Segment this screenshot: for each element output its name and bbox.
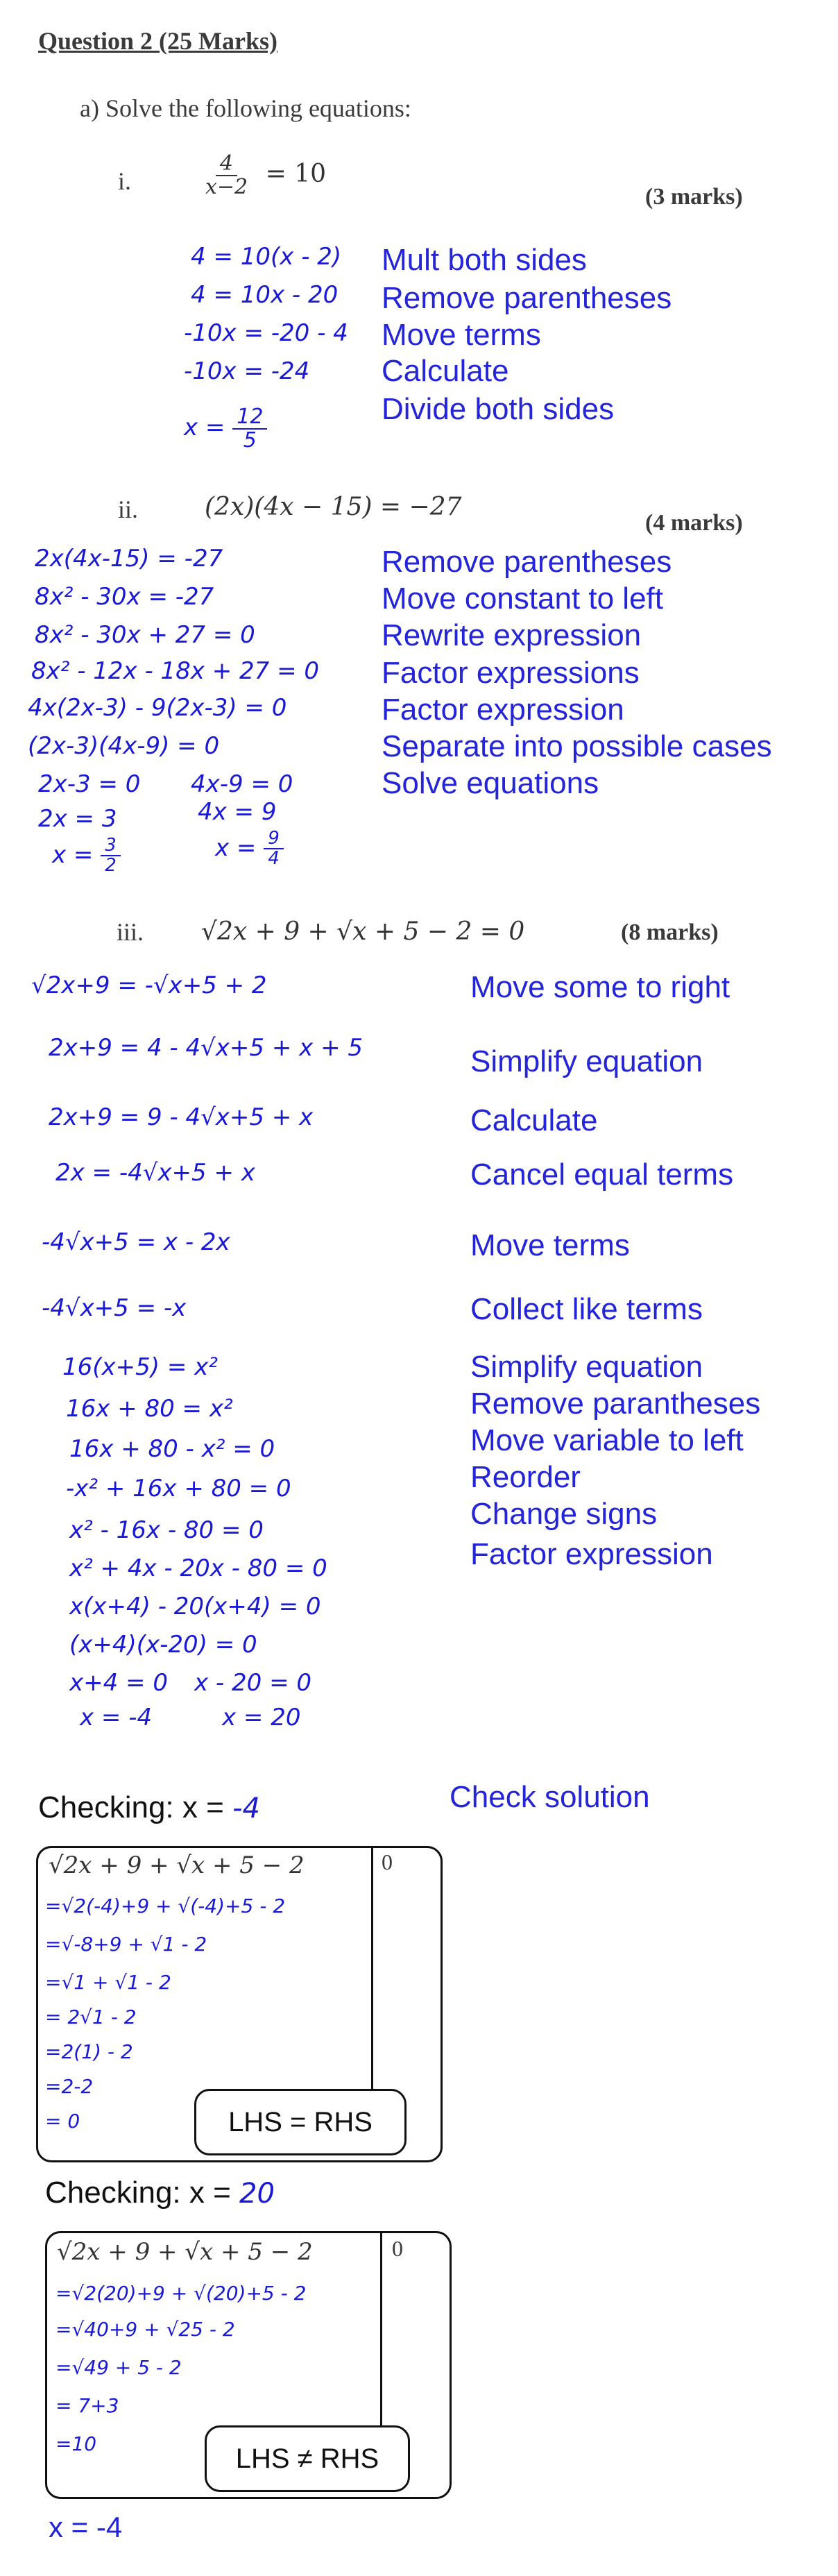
check1-result: LHS = RHS — [194, 2089, 407, 2155]
part-iii-label2-4: Reorder — [470, 1460, 581, 1494]
part-iii-work-1: √2x+9 = -√x+5 + 2 — [31, 972, 267, 999]
check1-value: -4 — [232, 1793, 260, 1824]
check1-label: Check solution — [450, 1780, 650, 1814]
check1-rhs: 0 — [382, 1849, 393, 1874]
check2-line-1: =√2(20)+9 + √(20)+5 - 2 — [55, 2282, 307, 2305]
part-i-eq-den: x−2 — [205, 174, 248, 199]
part-iii-root-a2: x = -4 — [80, 1704, 153, 1731]
part-iii-label2-2: Remove parantheses — [470, 1387, 761, 1421]
part-i-work-4: -10x = -24 — [184, 357, 310, 385]
part-iii-work2-8: (x+4)(x-20) = 0 — [69, 1631, 257, 1659]
check1-line-1: =√2(-4)+9 + √(-4)+5 - 2 — [45, 1895, 286, 1917]
part-iii-label2-1: Simplify equation — [470, 1350, 703, 1384]
part-i-work-1: 4 = 10(x - 2) — [191, 243, 342, 271]
check2-expr: √2x + 9 + √x + 5 − 2 — [57, 2238, 313, 2266]
part-ii-case2-num: 9 — [264, 829, 284, 849]
part-ii-case1-3 — [52, 836, 121, 876]
part-iii-label-1: Move some to right — [470, 970, 730, 1004]
check1-prefix: Checking: x = — [38, 1790, 233, 1824]
part-ii-case2-1: 4x-9 = 0 — [191, 770, 293, 798]
part-iii-label2-5: Change signs — [470, 1497, 658, 1531]
check2-line-2: =√40+9 + √25 - 2 — [55, 2318, 235, 2341]
part-ii-case2-den: 4 — [268, 848, 280, 870]
part-ii-case1-num: 3 — [101, 836, 121, 856]
part-i-label-2: Remove parentheses — [382, 281, 672, 315]
part-ii-equation: (2x)(4x − 15) = −27 — [205, 493, 462, 521]
part-iii-root-a1: x+4 = 0 — [69, 1669, 168, 1697]
part-ii-case1-den: 2 — [105, 855, 117, 876]
final-answer: x = -4 — [49, 2511, 123, 2543]
part-iii-work2-3: 16x + 80 - x² = 0 — [69, 1435, 275, 1463]
part-iii-work-3: 2x+9 = 9 - 4√x+5 + x — [49, 1103, 314, 1131]
part-i-label-5: Divide both sides — [382, 392, 615, 426]
part-iii-label-3: Calculate — [470, 1103, 598, 1137]
part-ii-case1-2: 2x = 3 — [38, 805, 117, 833]
part-i-work-5-num: 12 — [232, 406, 267, 430]
part-iii-work-5: -4√x+5 = x - 2x — [42, 1228, 230, 1256]
check1-heading — [38, 1790, 260, 1825]
part-iii-label-6: Collect like terms — [470, 1292, 703, 1326]
part-i-work-3: -10x = -20 - 4 — [184, 319, 348, 347]
part-iii-work-6: -4√x+5 = -x — [42, 1294, 187, 1322]
check1-expr: √2x + 9 + √x + 5 − 2 — [49, 1852, 305, 1879]
part-i-work-5 — [184, 406, 267, 451]
part-ii-work-3: 8x² - 30x + 27 = 0 — [35, 621, 255, 649]
part-i-work-2: 4 = 10x - 20 — [191, 281, 339, 309]
check1-divider — [371, 1847, 373, 2097]
check2-divider — [380, 2232, 382, 2427]
part-i-eq-rhs: = 10 — [265, 159, 327, 188]
part-ii-label-2: Move constant to left — [382, 582, 663, 616]
check2-heading — [45, 2176, 275, 2210]
part-iii-work-2: 2x+9 = 4 - 4√x+5 + x + 5 — [49, 1034, 363, 1062]
part-i-label-3: Move terms — [382, 318, 541, 352]
part-ii-marks: (4 marks) — [645, 510, 743, 536]
check2-result: LHS ≠ RHS — [205, 2425, 410, 2492]
check1-line-3: =√1 + √1 - 2 — [45, 1971, 171, 1994]
check2-value: 20 — [239, 2178, 275, 2210]
part-ii-label-7: Solve equations — [382, 766, 599, 800]
part-iii-work-4: 2x = -4√x+5 + x — [55, 1159, 255, 1187]
part-ii-work-1: 2x(4x-15) = -27 — [35, 545, 223, 573]
part-iii-label-2: Simplify equation — [470, 1044, 703, 1078]
check1-line-7: = 0 — [45, 2110, 80, 2133]
check1-line-2: =√-8+9 + √1 - 2 — [45, 1933, 207, 1956]
check2-rhs: 0 — [392, 2236, 403, 2261]
part-a-heading: a) Solve the following equations: — [80, 94, 411, 122]
part-iii-label-4: Cancel equal terms — [470, 1158, 734, 1192]
part-ii-label-1: Remove parentheses — [382, 545, 672, 579]
part-iii-label2-3: Move variable to left — [470, 1423, 744, 1457]
part-ii-case2-3 — [215, 829, 284, 869]
part-ii-case2-prefix: x = — [215, 833, 257, 862]
part-i-numeral: i. — [118, 167, 132, 195]
part-i-label-1: Mult both sides — [382, 243, 587, 277]
check2-line-5: =10 — [55, 2432, 97, 2455]
part-ii-work-5: 4x(2x-3) - 9(2x-3) = 0 — [28, 694, 287, 722]
part-iii-work2-6: x² + 4x - 20x - 80 = 0 — [69, 1554, 327, 1582]
part-ii-work-2: 8x² - 30x = -27 — [35, 583, 214, 611]
part-ii-case1-prefix: x = — [52, 840, 94, 869]
part-ii-label-6: Separate into possible cases — [382, 729, 772, 763]
question-title: Question 2 (25 Marks) — [38, 27, 277, 55]
part-ii-case1-1: 2x-3 = 0 — [38, 770, 141, 798]
check2-line-4: = 7+3 — [55, 2394, 119, 2417]
part-ii-label-4: Factor expressions — [382, 656, 640, 690]
part-i-equation — [201, 153, 326, 198]
part-iii-work2-4: -x² + 16x + 80 = 0 — [66, 1475, 291, 1502]
part-iii-numeral: iii. — [117, 918, 144, 946]
part-iii-work2-5: x² - 16x - 80 = 0 — [69, 1516, 264, 1544]
part-ii-work-4: 8x² - 12x - 18x + 27 = 0 — [31, 657, 320, 685]
part-iii-root-b2: x = 20 — [222, 1704, 301, 1731]
check1-line-5: =2(1) - 2 — [45, 2040, 133, 2063]
check1-line-4: = 2√1 - 2 — [45, 2006, 137, 2028]
check2-prefix: Checking: x = — [45, 2176, 240, 2210]
part-i-eq-num: 4 — [216, 153, 237, 176]
part-ii-case2-2: 4x = 9 — [198, 798, 277, 826]
part-i-work-5-den: 5 — [243, 427, 257, 452]
part-iii-marks: (8 marks) — [621, 920, 719, 945]
part-iii-label-5: Move terms — [470, 1228, 630, 1262]
part-iii-equation: √2x + 9 + √x + 5 − 2 = 0 — [201, 917, 525, 946]
part-i-label-4: Calculate — [382, 354, 509, 388]
part-ii-label-5: Factor expression — [382, 693, 624, 727]
part-ii-work-6: (2x-3)(4x-9) = 0 — [28, 732, 220, 760]
check1-line-6: =2-2 — [45, 2075, 94, 2098]
part-iii-work2-7: x(x+4) - 20(x+4) = 0 — [69, 1593, 321, 1620]
check2-line-3: =√49 + 5 - 2 — [55, 2356, 182, 2379]
part-ii-numeral: ii. — [118, 495, 139, 523]
part-ii-label-3: Rewrite expression — [382, 618, 642, 652]
part-iii-label2-6: Factor expression — [470, 1537, 713, 1571]
part-i-marks: (3 marks) — [645, 184, 743, 210]
part-iii-work2-2: 16x + 80 = x² — [66, 1395, 233, 1423]
part-i-work-5-prefix: x = — [184, 414, 225, 441]
part-iii-work2-1: 16(x+5) = x² — [62, 1353, 218, 1381]
part-iii-root-b1: x - 20 = 0 — [194, 1669, 312, 1697]
